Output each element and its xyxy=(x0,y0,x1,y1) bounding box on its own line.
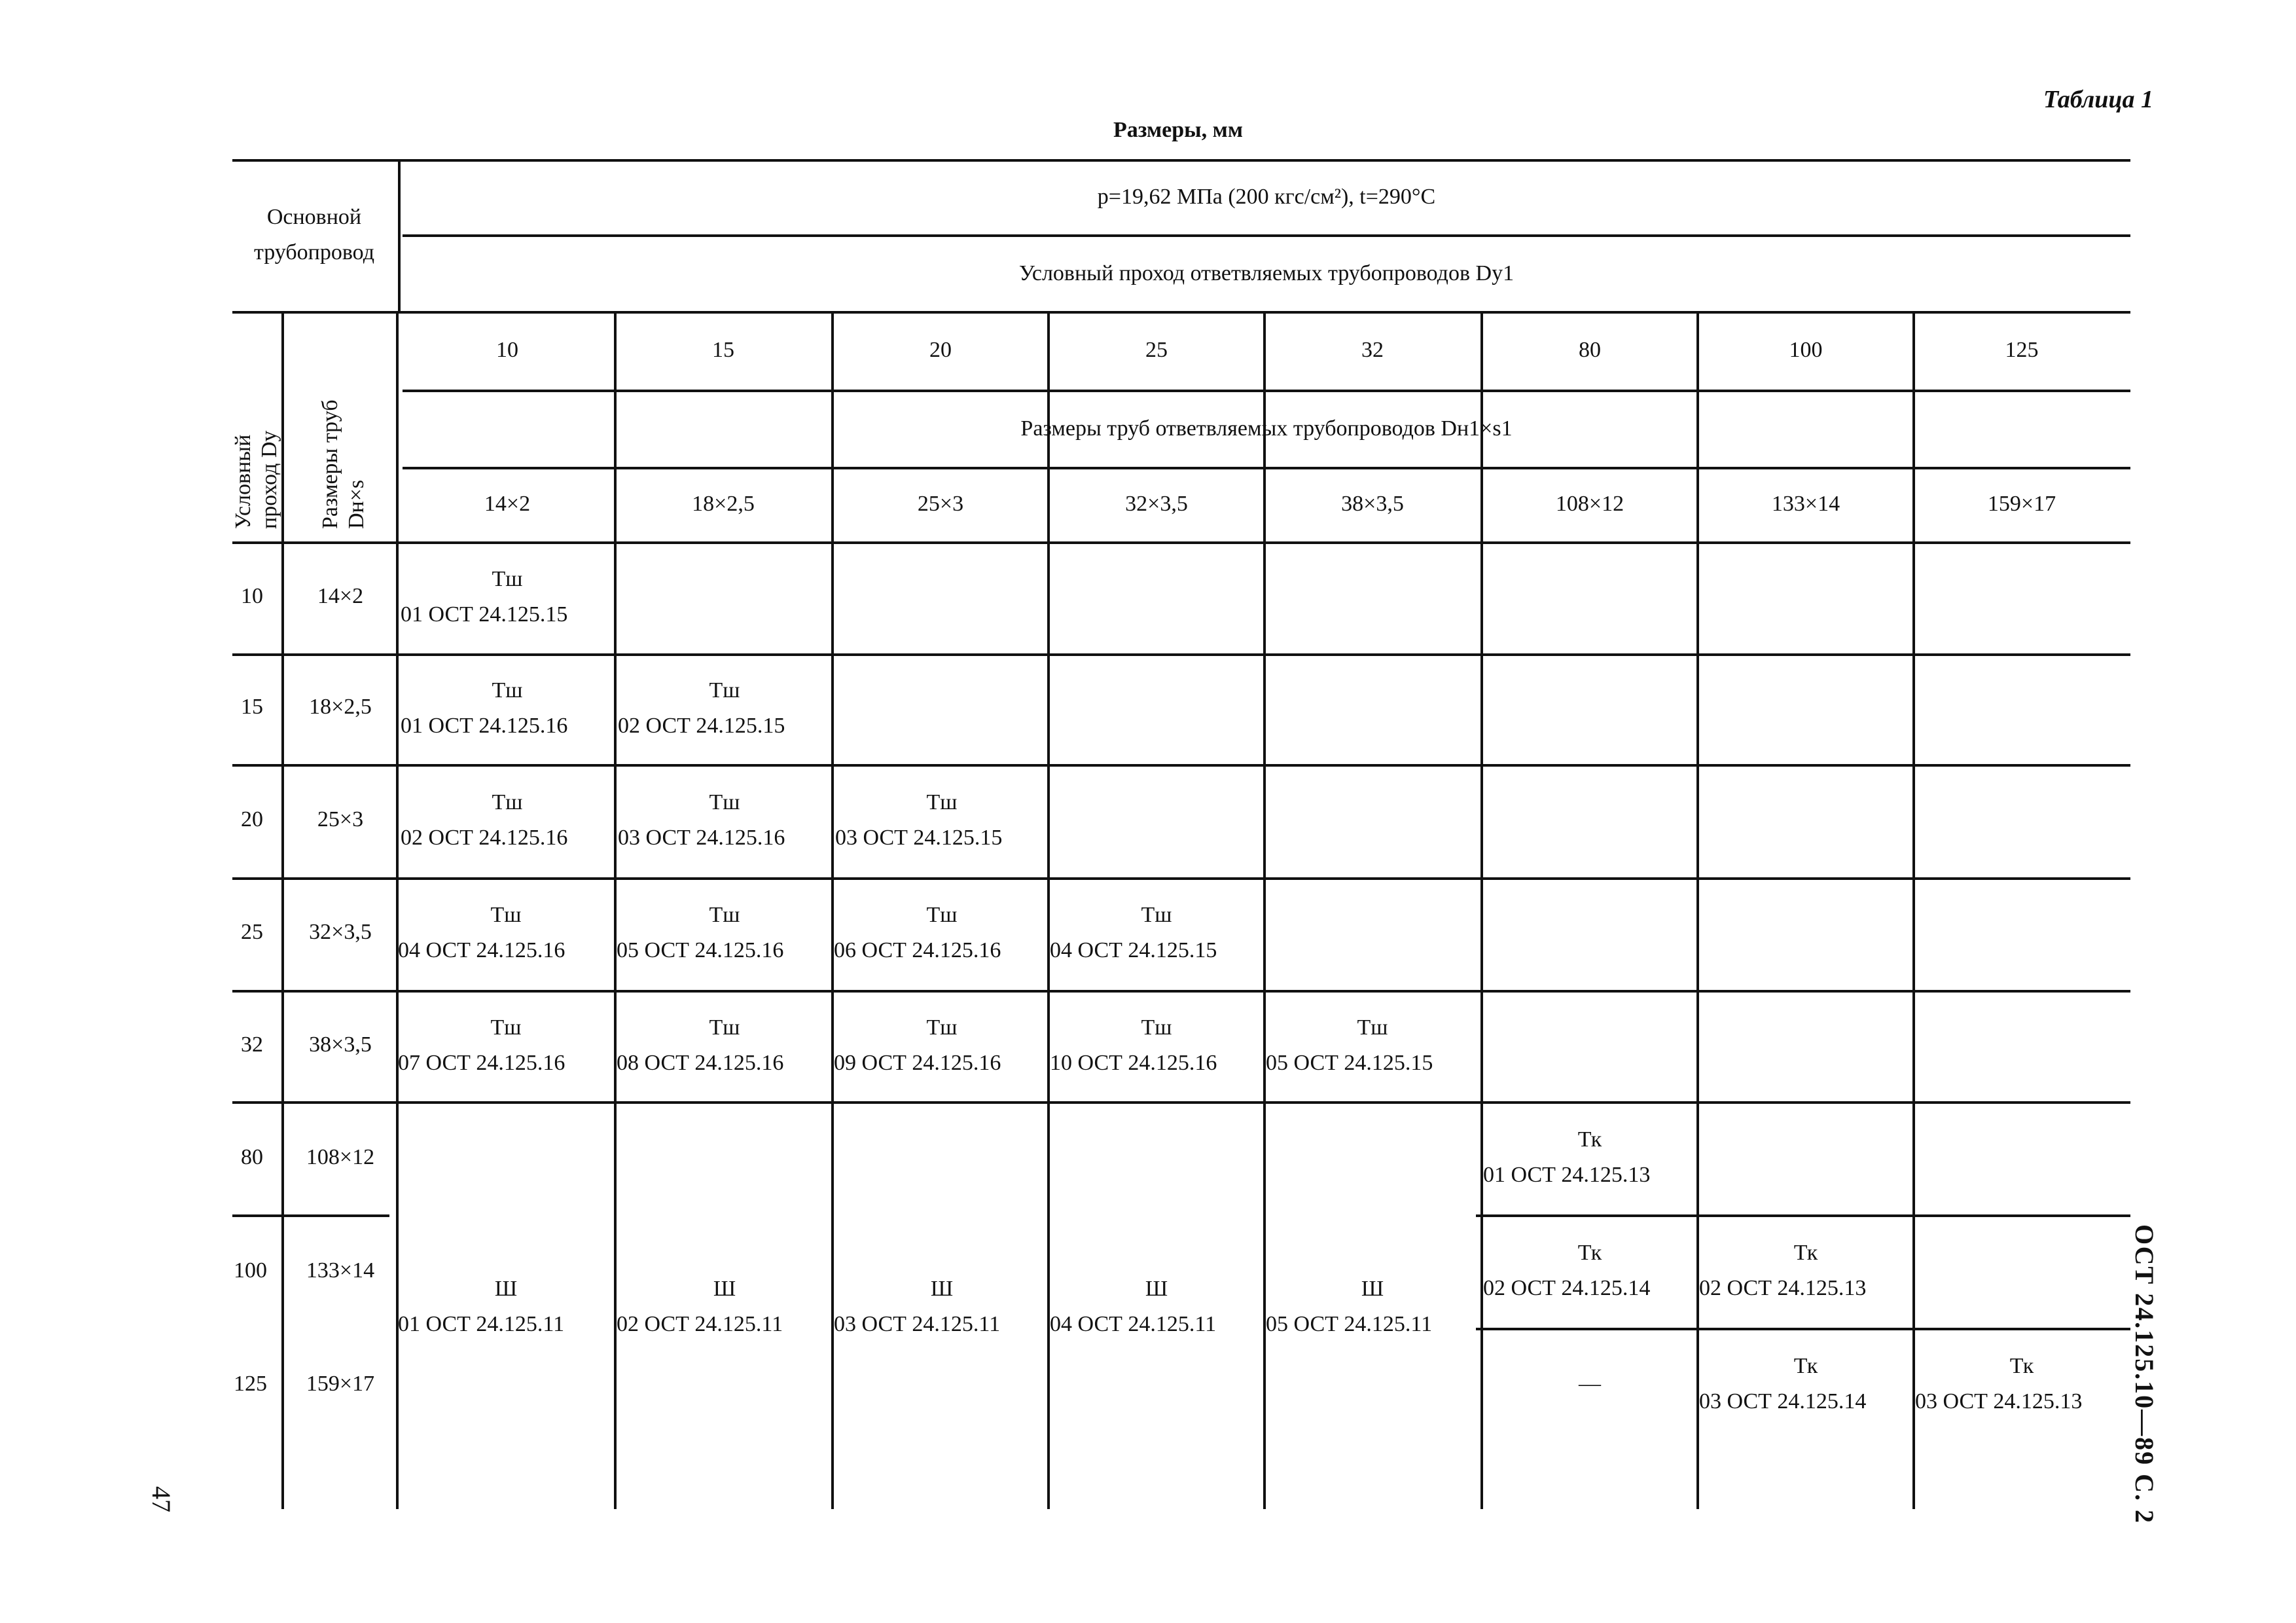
col-dn-15: 15 xyxy=(712,338,734,362)
row-dn-25: 25 xyxy=(241,920,263,944)
row-dn-label: Условный проход Dу xyxy=(231,430,281,529)
col-size-133x14: 133×14 xyxy=(1771,492,1840,516)
row-size-159x17: 159×17 xyxy=(306,1372,375,1396)
col-size-32x3-5: 32×3,5 xyxy=(1125,492,1188,516)
col-size-38x3-5: 38×3,5 xyxy=(1341,492,1404,516)
main-pipe-label-line1: Основной xyxy=(266,205,362,229)
col-dn-20: 20 xyxy=(929,338,952,362)
row-size-25x3: 25×3 xyxy=(317,807,364,831)
row-dn-100: 100 xyxy=(234,1258,267,1283)
row-dn-15: 15 xyxy=(241,695,263,719)
branch-size-label: Размеры труб ответвляемых трубопроводов Dн1×s1 xyxy=(1020,416,1513,441)
table-cell: Тш 10 ОСТ 24.125.16 xyxy=(1050,1015,1217,1075)
col-dn-80: 80 xyxy=(1579,338,1601,362)
table-cell-merged: Ш 05 ОСТ 24.125.11 xyxy=(1266,1277,1433,1336)
table-cell: Тк 02 ОСТ 24.125.14 xyxy=(1483,1241,1651,1300)
col-dn-32: 32 xyxy=(1361,338,1384,362)
table-cell-merged: Ш 01 ОСТ 24.125.11 xyxy=(398,1277,565,1336)
table-cell: Тк 03 ОСТ 24.125.14 xyxy=(1699,1354,1867,1413)
col-size-18x2-5: 18×2,5 xyxy=(692,492,755,516)
col-dn-100: 100 xyxy=(1789,338,1823,362)
main-pipe-label-line2: трубопровод xyxy=(253,240,374,264)
units-caption: Размеры, мм xyxy=(1113,118,1243,142)
table-cell: Тш 02 ОСТ 24.125.16 xyxy=(401,790,568,850)
table-cell: Тш 05 ОСТ 24.125.15 xyxy=(1266,1015,1433,1075)
col-dn-125: 125 xyxy=(2005,338,2039,362)
row-size-32x3-5: 32×3,5 xyxy=(309,920,372,944)
table-cell-merged: Ш 02 ОСТ 24.125.11 xyxy=(617,1277,783,1336)
row-dn-20: 20 xyxy=(241,807,263,831)
row-size-label: Размеры труб Dн×s xyxy=(318,399,368,529)
table-cell: Тк 03 ОСТ 24.125.13 xyxy=(1915,1354,2083,1413)
row-size-133x14: 133×14 xyxy=(306,1258,375,1283)
table-cell-dash: — xyxy=(1579,1372,1601,1396)
col-size-14x2: 14×2 xyxy=(484,492,531,516)
row-dn-80: 80 xyxy=(241,1145,263,1169)
col-dn-25: 25 xyxy=(1145,338,1168,362)
table-cell: Тк 02 ОСТ 24.125.13 xyxy=(1699,1241,1867,1300)
table-cell: Тш 08 ОСТ 24.125.16 xyxy=(617,1015,784,1075)
page-number: 47 xyxy=(147,1486,176,1512)
table-cell: Тш 05 ОСТ 24.125.16 xyxy=(617,903,784,962)
row-size-108x12: 108×12 xyxy=(306,1145,375,1169)
row-size-18x2-5: 18×2,5 xyxy=(309,695,372,719)
table-cell: Тш 02 ОСТ 24.125.15 xyxy=(618,678,785,738)
col-dn-10: 10 xyxy=(496,338,518,362)
row-dn-32: 32 xyxy=(241,1032,263,1057)
table-cell-merged: Ш 04 ОСТ 24.125.11 xyxy=(1050,1277,1217,1336)
table-cell: Тш 09 ОСТ 24.125.16 xyxy=(834,1015,1001,1075)
table-cell: Тш 03 ОСТ 24.125.15 xyxy=(835,790,1003,850)
conditions-label: p=19,62 МПа (200 кгс/см²), t=290°C xyxy=(1097,185,1436,209)
table-cell: Тш 04 ОСТ 24.125.16 xyxy=(398,903,565,962)
row-size-14x2: 14×2 xyxy=(317,584,364,608)
table-cell: Тш 06 ОСТ 24.125.16 xyxy=(834,903,1001,962)
branch-dn-label: Условный проход ответвляемых трубопроводов Dу1 xyxy=(1018,261,1515,285)
table-cell: Тш 07 ОСТ 24.125.16 xyxy=(398,1015,565,1075)
row-size-38x3-5: 38×3,5 xyxy=(309,1032,372,1057)
table-cell-merged: Ш 03 ОСТ 24.125.11 xyxy=(834,1277,1001,1336)
row-dn-10: 10 xyxy=(241,584,263,608)
col-size-25x3: 25×3 xyxy=(917,492,964,516)
table-cell: Тш 03 ОСТ 24.125.16 xyxy=(618,790,785,850)
table-cell: Тш 04 ОСТ 24.125.15 xyxy=(1050,903,1217,962)
table-cell: Тк 01 ОСТ 24.125.13 xyxy=(1483,1127,1651,1187)
col-size-159x17: 159×17 xyxy=(1987,492,2056,516)
document-code: ОСТ 24.125.10—89 С. 2 xyxy=(2130,1224,2159,1525)
row-dn-125: 125 xyxy=(234,1372,267,1396)
col-size-108x12: 108×12 xyxy=(1555,492,1624,516)
table-cell: Тш 01 ОСТ 24.125.16 xyxy=(401,678,568,738)
table-caption: Таблица 1 xyxy=(2043,86,2153,113)
table-cell: Тш 01 ОСТ 24.125.15 xyxy=(401,567,568,627)
